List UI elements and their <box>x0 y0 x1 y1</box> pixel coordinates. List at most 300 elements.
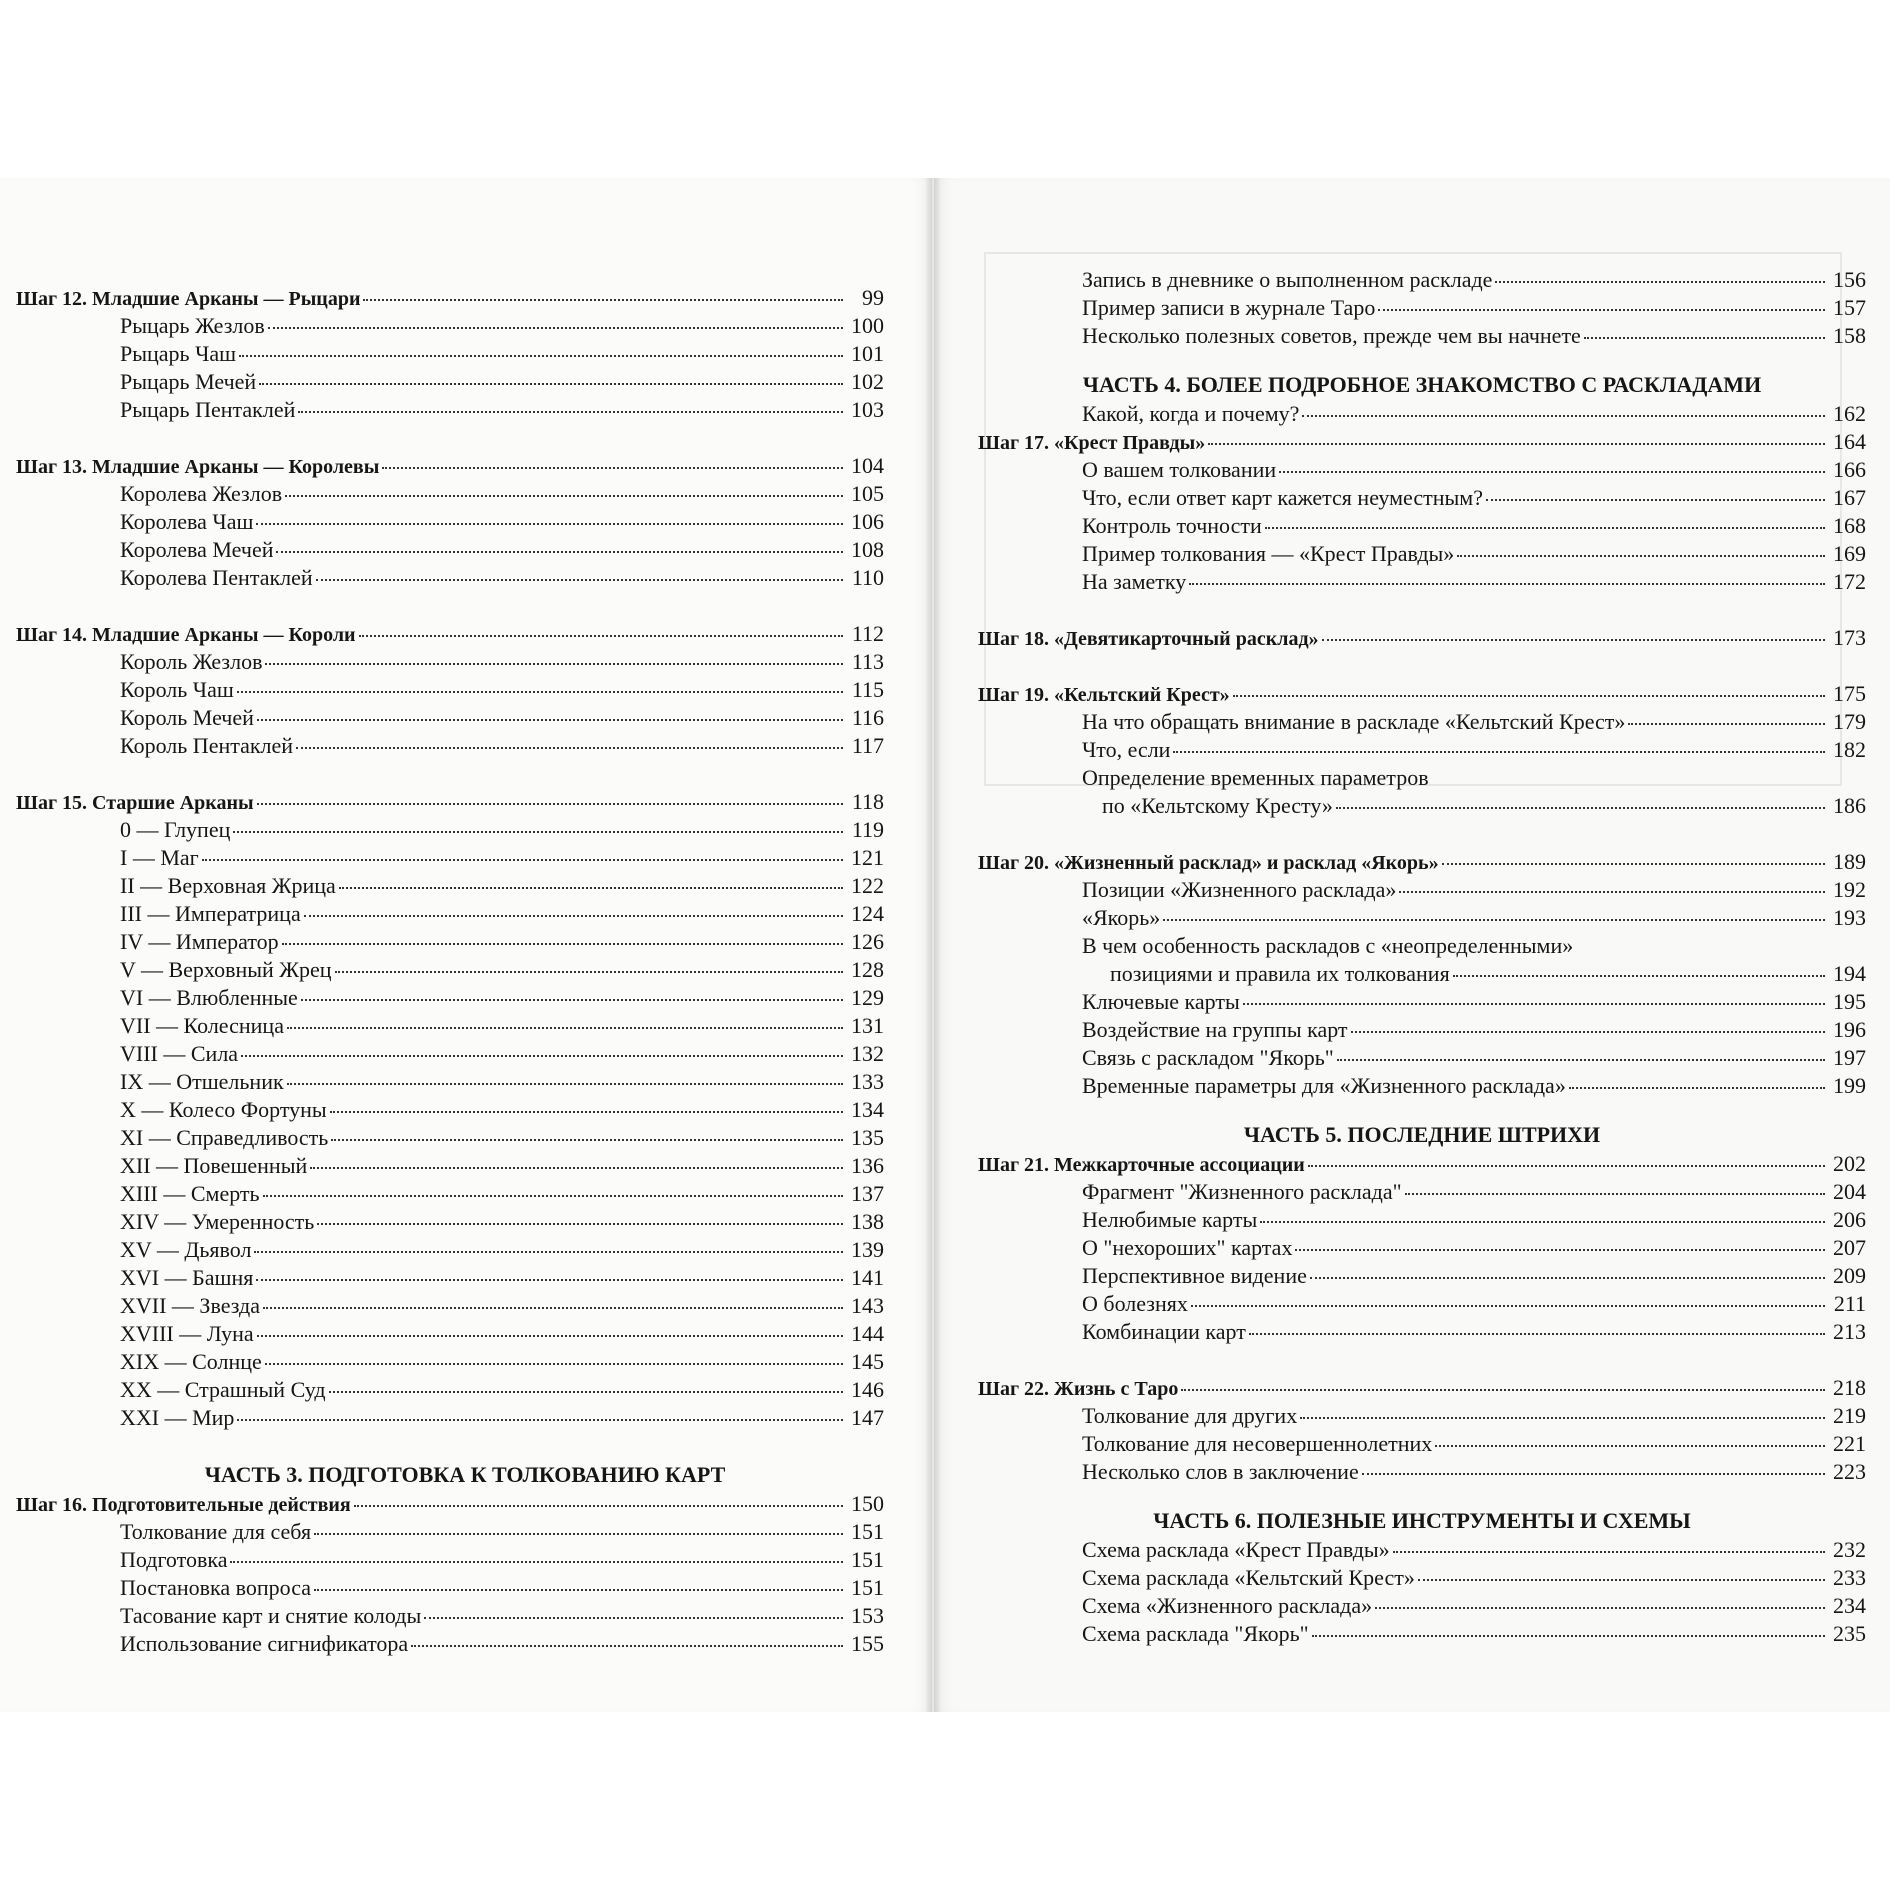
entry-title: Шаг 16. Подготовительные действия <box>16 1494 351 1516</box>
dot-leader <box>1189 581 1825 585</box>
page-number: 156 <box>1833 267 1866 292</box>
entry-title: Шаг 22. Жизнь с Таро <box>978 1378 1179 1400</box>
toc-entry[interactable] <box>978 792 1866 820</box>
part-heading: ЧАСТЬ 4. БОЛЕЕ ПОДРОБНОЕ ЗНАКОМСТВО С РАСКЛАДАМИ <box>1082 372 1762 397</box>
part-heading: ЧАСТЬ 3. ПОДГОТОВКА К ТОЛКОВАНИЮ КАРТ <box>204 1462 726 1487</box>
toc-left <box>16 284 884 1658</box>
toc-group <box>978 1374 1866 1486</box>
page-number: 126 <box>851 929 884 954</box>
toc-entry-line1[interactable] <box>978 764 1866 792</box>
page-number: 173 <box>1833 625 1866 650</box>
dot-leader <box>1322 637 1825 641</box>
toc-entry[interactable] <box>16 956 884 984</box>
entry-title: Король Чаш <box>120 677 234 702</box>
page-number: 100 <box>851 313 884 338</box>
entry-title: «Якорь» <box>1082 905 1161 930</box>
toc-entry[interactable] <box>16 1376 884 1404</box>
dot-leader <box>424 1615 843 1619</box>
entry-title: Король Мечей <box>120 705 254 730</box>
toc-entry[interactable] <box>16 1208 884 1236</box>
dot-leader <box>257 801 843 805</box>
dot-leader <box>1279 469 1825 473</box>
toc-entry[interactable] <box>978 736 1866 764</box>
toc-group <box>978 848 1866 1100</box>
entry-title: На заметку <box>1082 569 1187 594</box>
toc-entry[interactable] <box>16 1292 884 1320</box>
entry-title: Использование сигнификатора <box>120 1631 409 1656</box>
toc-group <box>16 620 884 760</box>
dot-leader <box>1163 917 1825 921</box>
toc-step-entry[interactable] <box>978 428 1866 456</box>
entry-title: Несколько слов в заключение <box>1082 1459 1359 1484</box>
entry-title: I — Маг <box>120 845 199 870</box>
dot-leader <box>1260 1219 1825 1223</box>
toc-step-entry[interactable] <box>978 848 1866 876</box>
dot-leader <box>1181 1387 1825 1391</box>
entry-title: XIII — Смерть <box>120 1181 260 1206</box>
toc-step-entry[interactable] <box>16 284 884 312</box>
toc-entry[interactable] <box>16 1546 884 1574</box>
toc-entry[interactable] <box>16 1264 884 1292</box>
toc-entry[interactable] <box>978 1620 1866 1648</box>
dot-leader <box>257 1333 843 1337</box>
toc-group <box>16 1490 884 1658</box>
toc-entry[interactable] <box>16 1320 884 1348</box>
entry-title: VIII — Сила <box>120 1041 239 1066</box>
dot-leader <box>1486 497 1825 501</box>
entry-title: Шаг 19. «Кельтский Крест» <box>978 684 1230 706</box>
toc-entry[interactable] <box>16 312 884 340</box>
entry-title: VI — Влюбленные <box>120 985 298 1010</box>
entry-title: III — Императрица <box>120 901 301 926</box>
spacer <box>16 592 884 620</box>
dot-leader <box>1265 525 1825 529</box>
toc-right <box>978 266 1866 1648</box>
toc-group <box>16 284 884 424</box>
page-number: 110 <box>851 565 884 590</box>
spacer <box>16 760 884 788</box>
dot-leader <box>1249 1331 1825 1335</box>
entry-title: Запись в дневнике о выполненном раскладе <box>1082 267 1493 292</box>
page-number: 129 <box>851 985 884 1010</box>
page-number: 197 <box>1833 1045 1866 1070</box>
entry-title: Шаг 20. «Жизненный расклад» и расклад «Якорь» <box>978 852 1439 874</box>
entry-title: Рыцарь Чаш <box>120 341 237 366</box>
dot-leader <box>1584 335 1825 339</box>
entry-title: Рыцарь Пентаклей <box>120 397 296 422</box>
page-number: 132 <box>851 1041 884 1066</box>
toc-group <box>978 680 1866 820</box>
entry-title: Схема «Жизненного расклада» <box>1082 1593 1373 1618</box>
toc-entry[interactable] <box>978 484 1866 512</box>
page-number: 138 <box>851 1209 884 1234</box>
entry-title: Король Жезлов <box>120 649 263 674</box>
page-number: 169 <box>1833 541 1866 566</box>
page-number: 223 <box>1833 1459 1866 1484</box>
entry-title: Шаг 21. Межкарточные ассоциации <box>978 1154 1305 1176</box>
entry-title: Толкование для несовершеннолетних <box>1082 1431 1433 1456</box>
page-number: 189 <box>1833 849 1866 874</box>
page-number: 213 <box>1833 1319 1866 1344</box>
toc-entry[interactable] <box>16 1040 884 1068</box>
entry-title: О болезнях <box>1082 1291 1188 1316</box>
toc-step-entry[interactable] <box>16 452 884 480</box>
page-number: 218 <box>1833 1375 1866 1400</box>
toc-group <box>978 428 1866 596</box>
page-number: 147 <box>851 1405 884 1430</box>
dot-leader <box>1399 889 1825 893</box>
entry-title: Позиции «Жизненного расклада» <box>1082 877 1397 902</box>
entry-title: Несколько полезных советов, прежде чем вы начнете <box>1082 323 1581 348</box>
page-number: 219 <box>1833 1403 1866 1428</box>
toc-entry[interactable] <box>978 512 1866 540</box>
page-number: 133 <box>851 1069 884 1094</box>
dot-leader <box>287 1025 843 1029</box>
dot-leader <box>1300 1415 1825 1419</box>
dot-leader <box>304 913 843 917</box>
toc-entry[interactable] <box>978 568 1866 596</box>
page-number: 104 <box>851 453 884 478</box>
toc-entry[interactable] <box>978 1178 1866 1206</box>
dot-leader <box>314 1531 843 1535</box>
toc-entry[interactable] <box>978 1536 1866 1564</box>
page-number: 207 <box>1833 1235 1866 1260</box>
page-number: 101 <box>851 341 884 366</box>
part-heading: ЧАСТЬ 6. ПОЛЕЗНЫЕ ИНСТРУМЕНТЫ И СХЕМЫ <box>1153 1508 1691 1533</box>
dot-leader <box>1362 1471 1825 1475</box>
entry-title: Шаг 17. «Крест Правды» <box>978 432 1206 454</box>
entry-title: IX — Отшельник <box>120 1069 284 1094</box>
toc-entry[interactable] <box>978 1318 1866 1346</box>
toc-entry[interactable] <box>978 1564 1866 1592</box>
dot-leader <box>1312 1633 1825 1637</box>
toc-step-entry[interactable] <box>978 1150 1866 1178</box>
toc-step-entry[interactable] <box>978 680 1866 708</box>
toc-entry[interactable] <box>978 1072 1866 1100</box>
toc-entry[interactable] <box>16 1152 884 1180</box>
page-number: 164 <box>1833 429 1866 454</box>
toc-entry[interactable] <box>16 1096 884 1124</box>
entry-title: Подготовка <box>120 1547 228 1572</box>
toc-entry[interactable] <box>978 1234 1866 1262</box>
page-number: 158 <box>1833 323 1866 348</box>
entry-title: X — Колесо Фортуны <box>120 1097 327 1122</box>
page-number: 113 <box>851 649 884 674</box>
entry-title: Пример толкования — «Крест Правды» <box>1082 541 1455 566</box>
dot-leader <box>298 409 843 413</box>
toc-entry[interactable] <box>16 816 884 844</box>
dot-leader <box>1337 1057 1825 1061</box>
toc-entry[interactable] <box>16 1602 884 1630</box>
toc-entry[interactable] <box>16 1068 884 1096</box>
toc-entry[interactable] <box>978 904 1866 932</box>
toc-step-entry[interactable] <box>978 1374 1866 1402</box>
dot-leader <box>257 717 843 721</box>
spacer <box>978 652 1866 680</box>
page-number: 112 <box>851 621 884 646</box>
toc-entry[interactable] <box>16 340 884 368</box>
toc-entry[interactable] <box>978 960 1866 988</box>
entry-title: Королева Чаш <box>120 509 254 534</box>
dot-leader <box>233 829 843 833</box>
page-number: 151 <box>851 1547 884 1572</box>
page-number: 167 <box>1833 485 1866 510</box>
entry-title: XIV — Умеренность <box>120 1209 315 1234</box>
toc-entry[interactable] <box>16 1404 884 1432</box>
entry-title: Комбинации карт <box>1082 1319 1246 1344</box>
dot-leader <box>1442 861 1825 865</box>
book-gutter <box>926 178 940 1712</box>
page-number: 137 <box>851 1181 884 1206</box>
toc-group <box>16 788 884 1432</box>
page-number: 166 <box>1833 457 1866 482</box>
page-number: 139 <box>851 1237 884 1262</box>
entry-title: 0 — Глупец <box>120 817 231 842</box>
entry-title: Фрагмент "Жизненного расклада" <box>1082 1179 1402 1204</box>
page-number: 135 <box>851 1125 884 1150</box>
toc-entry[interactable] <box>978 988 1866 1016</box>
toc-entry-line1[interactable] <box>978 932 1866 960</box>
spacer <box>16 424 884 452</box>
dot-leader <box>268 325 843 329</box>
toc-entry[interactable] <box>978 540 1866 568</box>
dot-leader <box>1310 1275 1825 1279</box>
entry-title: Король Пентаклей <box>120 733 294 758</box>
toc-entry[interactable] <box>16 480 884 508</box>
toc-entry[interactable] <box>978 708 1866 736</box>
toc-entry[interactable] <box>16 1236 884 1264</box>
page-number: 151 <box>851 1575 884 1600</box>
toc-entry[interactable] <box>978 1206 1866 1234</box>
page-number: 136 <box>851 1153 884 1178</box>
entry-title: Шаг 13. Младшие Арканы — Королевы <box>16 456 380 478</box>
page-number: 102 <box>851 369 884 394</box>
toc-entry[interactable] <box>978 1290 1866 1318</box>
page-number: 144 <box>851 1321 884 1346</box>
toc-entry[interactable] <box>16 1574 884 1602</box>
toc-entry[interactable] <box>978 1402 1866 1430</box>
toc-entry[interactable] <box>16 396 884 424</box>
toc-entry[interactable] <box>16 732 884 760</box>
entry-title: XVII — Звезда <box>120 1293 260 1318</box>
dot-leader <box>1302 413 1825 417</box>
entry-title: Королева Пентаклей <box>120 565 313 590</box>
dot-leader <box>265 1361 843 1365</box>
toc-entry[interactable] <box>978 1458 1866 1486</box>
toc-entry[interactable] <box>978 1262 1866 1290</box>
toc-entry[interactable] <box>978 1592 1866 1620</box>
toc-entry[interactable] <box>16 704 884 732</box>
spacer <box>978 1100 1866 1120</box>
dot-leader <box>1173 749 1825 753</box>
entry-title: Что, если <box>1082 737 1171 762</box>
toc-entry[interactable] <box>978 400 1866 428</box>
page-number: 105 <box>851 481 884 506</box>
spacer <box>978 1346 1866 1374</box>
dot-leader <box>287 1081 843 1085</box>
dot-leader <box>285 493 843 497</box>
entry-title: V — Верховный Жрец <box>120 957 332 982</box>
entry-title: На что обращать внимание в раскладе «Кельтский Крест» <box>1082 709 1626 734</box>
entry-title: Связь с раскладом "Якорь" <box>1082 1045 1334 1070</box>
dot-leader <box>354 1503 843 1507</box>
page-number: 186 <box>1833 793 1866 818</box>
page-number: 134 <box>851 1097 884 1122</box>
dot-leader <box>363 297 843 301</box>
dot-leader <box>331 1137 843 1141</box>
dot-leader <box>256 1277 843 1281</box>
page-number: 195 <box>1833 989 1866 1014</box>
toc-entry[interactable] <box>16 1518 884 1546</box>
entry-title: позициями и правила их толкования <box>1110 961 1450 986</box>
entry-title: Королева Жезлов <box>120 481 283 506</box>
entry-title: Что, если ответ карт кажется неуместным? <box>1082 485 1483 510</box>
entry-title: XII — Повешенный <box>120 1153 308 1178</box>
toc-entry[interactable] <box>16 676 884 704</box>
dot-leader <box>1418 1577 1825 1581</box>
toc-entry[interactable] <box>16 1124 884 1152</box>
dot-leader <box>330 1109 843 1113</box>
dot-leader <box>263 1193 843 1197</box>
entry-title: II — Верховная Жрица <box>120 873 336 898</box>
page-number: 211 <box>1833 1291 1866 1316</box>
toc-entry[interactable] <box>16 536 884 564</box>
page-number: 206 <box>1833 1207 1866 1232</box>
toc-step-entry[interactable] <box>16 1490 884 1518</box>
entry-title: XVIII — Луна <box>120 1321 254 1346</box>
entry-title: Толкование для себя <box>120 1519 312 1544</box>
toc-group <box>978 1150 1866 1346</box>
dot-leader <box>241 1053 843 1057</box>
dot-leader <box>265 661 843 665</box>
page-number: 122 <box>851 873 884 898</box>
page-number: 99 <box>862 285 884 310</box>
dot-leader <box>263 1305 843 1309</box>
toc-entry[interactable] <box>16 900 884 928</box>
dot-leader <box>237 1417 843 1421</box>
toc-entry[interactable] <box>978 294 1866 322</box>
entry-title: О "нехороших" картах <box>1082 1235 1293 1260</box>
page-number: 108 <box>851 537 884 562</box>
entry-title: Временные параметры для «Жизненного расклада» <box>1082 1073 1566 1098</box>
entry-title: Пример записи в журнале Таро <box>1082 295 1376 320</box>
toc-group <box>16 452 884 592</box>
dot-leader <box>1308 1163 1825 1167</box>
dot-leader <box>316 577 843 581</box>
page-number: 194 <box>1833 961 1866 986</box>
dot-leader <box>1375 1605 1825 1609</box>
page-number: 150 <box>851 1491 884 1516</box>
toc-entry[interactable] <box>16 368 884 396</box>
page-number: 145 <box>851 1349 884 1374</box>
entry-title: XVI — Башня <box>120 1265 254 1290</box>
page-number: 172 <box>1833 569 1866 594</box>
toc-entry[interactable] <box>978 322 1866 350</box>
entry-title: Воздействие на группы карт <box>1082 1017 1348 1042</box>
toc-entry[interactable] <box>16 648 884 676</box>
page-number: 202 <box>1833 1151 1866 1176</box>
page-number: 209 <box>1833 1263 1866 1288</box>
page-number: 234 <box>1833 1593 1866 1618</box>
entry-title: Определение временных параметров <box>1082 765 1429 790</box>
dot-leader <box>1569 1085 1825 1089</box>
toc-entry[interactable] <box>16 872 884 900</box>
toc-entry[interactable] <box>978 1016 1866 1044</box>
entry-title: Шаг 15. Старшие Арканы <box>16 792 254 814</box>
entry-title: Перспективное видение <box>1082 1263 1307 1288</box>
entry-title: по «Кельтскому Кресту» <box>1102 793 1333 818</box>
dot-leader <box>276 549 843 553</box>
page-number: 143 <box>851 1293 884 1318</box>
page-number: 168 <box>1833 513 1866 538</box>
entry-title: Толкование для других <box>1082 1403 1298 1428</box>
toc-step-entry[interactable] <box>16 788 884 816</box>
toc-entry[interactable] <box>16 1012 884 1040</box>
page-number: 141 <box>851 1265 884 1290</box>
entry-title: Постановка вопроса <box>120 1575 311 1600</box>
page-number: 162 <box>1833 401 1866 426</box>
toc-step-entry[interactable] <box>978 624 1866 652</box>
page-number: 153 <box>851 1603 884 1628</box>
page-number: 179 <box>1833 709 1866 734</box>
entry-title: Шаг 18. «Девятикарточный расклад» <box>978 628 1319 650</box>
part-heading: ЧАСТЬ 5. ПОСЛЕДНИЕ ШТРИХИ <box>1243 1122 1601 1147</box>
dot-leader <box>282 941 843 945</box>
toc-entry[interactable] <box>16 984 884 1012</box>
toc-step-entry[interactable] <box>16 620 884 648</box>
entry-title: Контроль точности <box>1082 513 1262 538</box>
dot-leader <box>1495 279 1825 283</box>
dot-leader <box>230 1559 843 1563</box>
page-number: 221 <box>1833 1431 1866 1456</box>
toc-entry[interactable] <box>978 266 1866 294</box>
toc-entry[interactable] <box>16 1630 884 1658</box>
entry-title: О вашем толковании <box>1082 457 1277 482</box>
toc-entry[interactable] <box>978 456 1866 484</box>
dot-leader <box>329 1389 843 1393</box>
toc-entry[interactable] <box>16 564 884 592</box>
dot-leader <box>254 1249 843 1253</box>
toc-entry[interactable] <box>16 508 884 536</box>
page-number: 115 <box>851 677 884 702</box>
dot-leader <box>296 745 843 749</box>
dot-leader <box>382 465 843 469</box>
toc-entry[interactable] <box>16 928 884 956</box>
entry-title: VII — Колесница <box>120 1013 284 1038</box>
toc-entry[interactable] <box>978 1044 1866 1072</box>
dot-leader <box>1457 553 1825 557</box>
toc-entry[interactable] <box>16 844 884 872</box>
entry-title: Шаг 12. Младшие Арканы — Рыцари <box>16 288 361 310</box>
entry-title: В чем особенность раскладов с «неопределенными» <box>1082 933 1574 958</box>
page-number: 128 <box>851 957 884 982</box>
toc-entry[interactable] <box>16 1180 884 1208</box>
toc-entry[interactable] <box>16 1348 884 1376</box>
entry-title: Нелюбимые карты <box>1082 1207 1258 1232</box>
page-number: 131 <box>851 1013 884 1038</box>
dot-leader <box>1628 721 1825 725</box>
page-number: 199 <box>1833 1073 1866 1098</box>
entry-title: Схема расклада "Якорь" <box>1082 1621 1309 1646</box>
page-number: 233 <box>1833 1565 1866 1590</box>
toc-entry[interactable] <box>978 876 1866 904</box>
dot-leader <box>1405 1191 1825 1195</box>
dot-leader <box>1378 307 1825 311</box>
dot-leader <box>1435 1443 1825 1447</box>
entry-title: IV — Император <box>120 929 279 954</box>
toc-entry[interactable] <box>978 1430 1866 1458</box>
dot-leader <box>202 857 843 861</box>
